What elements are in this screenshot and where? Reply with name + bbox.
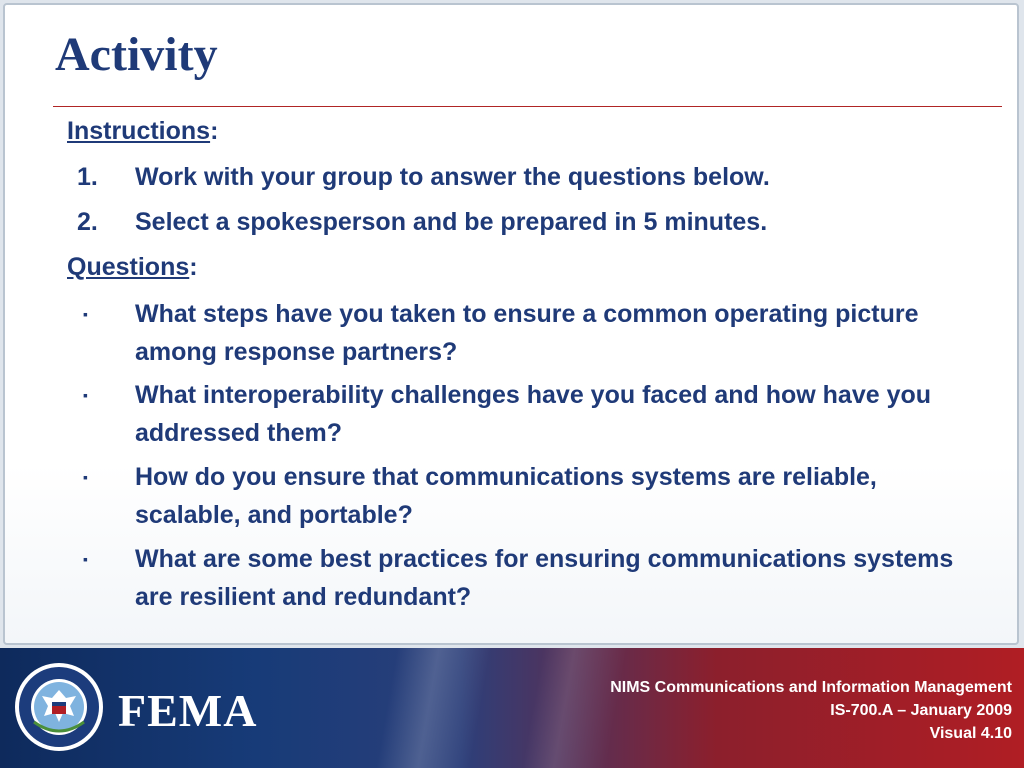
questions-heading-label: Questions	[67, 253, 190, 281]
instructions-heading: Instructions:	[67, 117, 219, 145]
question-text: What are some best practices for ensuring communications systems are resilient and redundant?	[135, 545, 954, 611]
title-divider	[53, 106, 1002, 107]
course-title: NIMS Communications and Information Management	[610, 679, 1012, 696]
footer-caption	[610, 676, 1012, 745]
question-item	[67, 540, 967, 616]
question-text: How do you ensure that communications systems are reliable, scalable, and portable?	[135, 463, 877, 529]
instruction-text: Select a spokesperson and be prepared in 5 minutes.	[135, 208, 768, 236]
visual-number: Visual 4.10	[929, 725, 1012, 742]
slide-title: Activity	[55, 28, 218, 81]
questions-heading: Questions:	[67, 253, 198, 281]
slide-panel	[3, 3, 1019, 645]
list-number: 2.	[77, 208, 98, 236]
square-bullet-icon: ▪	[83, 387, 88, 403]
instruction-text: Work with your group to answer the questions below.	[135, 163, 770, 191]
question-item	[67, 376, 967, 452]
instructions-heading-label: Instructions	[67, 117, 211, 145]
question-text: What interoperability challenges have you faced and how have you addressed them?	[135, 381, 932, 447]
list-number: 1.	[77, 163, 98, 191]
instruction-item	[67, 158, 967, 196]
square-bullet-icon: ▪	[83, 306, 88, 322]
question-item	[67, 458, 967, 534]
square-bullet-icon: ▪	[83, 469, 88, 485]
footer-banner	[0, 648, 1024, 768]
course-code: IS-700.A – January 2009	[830, 702, 1012, 719]
fema-logo: FEMA	[118, 685, 258, 736]
instruction-item	[67, 203, 967, 241]
dhs-seal-icon	[14, 662, 104, 752]
question-item	[67, 295, 967, 371]
square-bullet-icon: ▪	[83, 551, 88, 567]
question-text: What steps have you taken to ensure a common operating picture among response partners?	[135, 300, 919, 366]
